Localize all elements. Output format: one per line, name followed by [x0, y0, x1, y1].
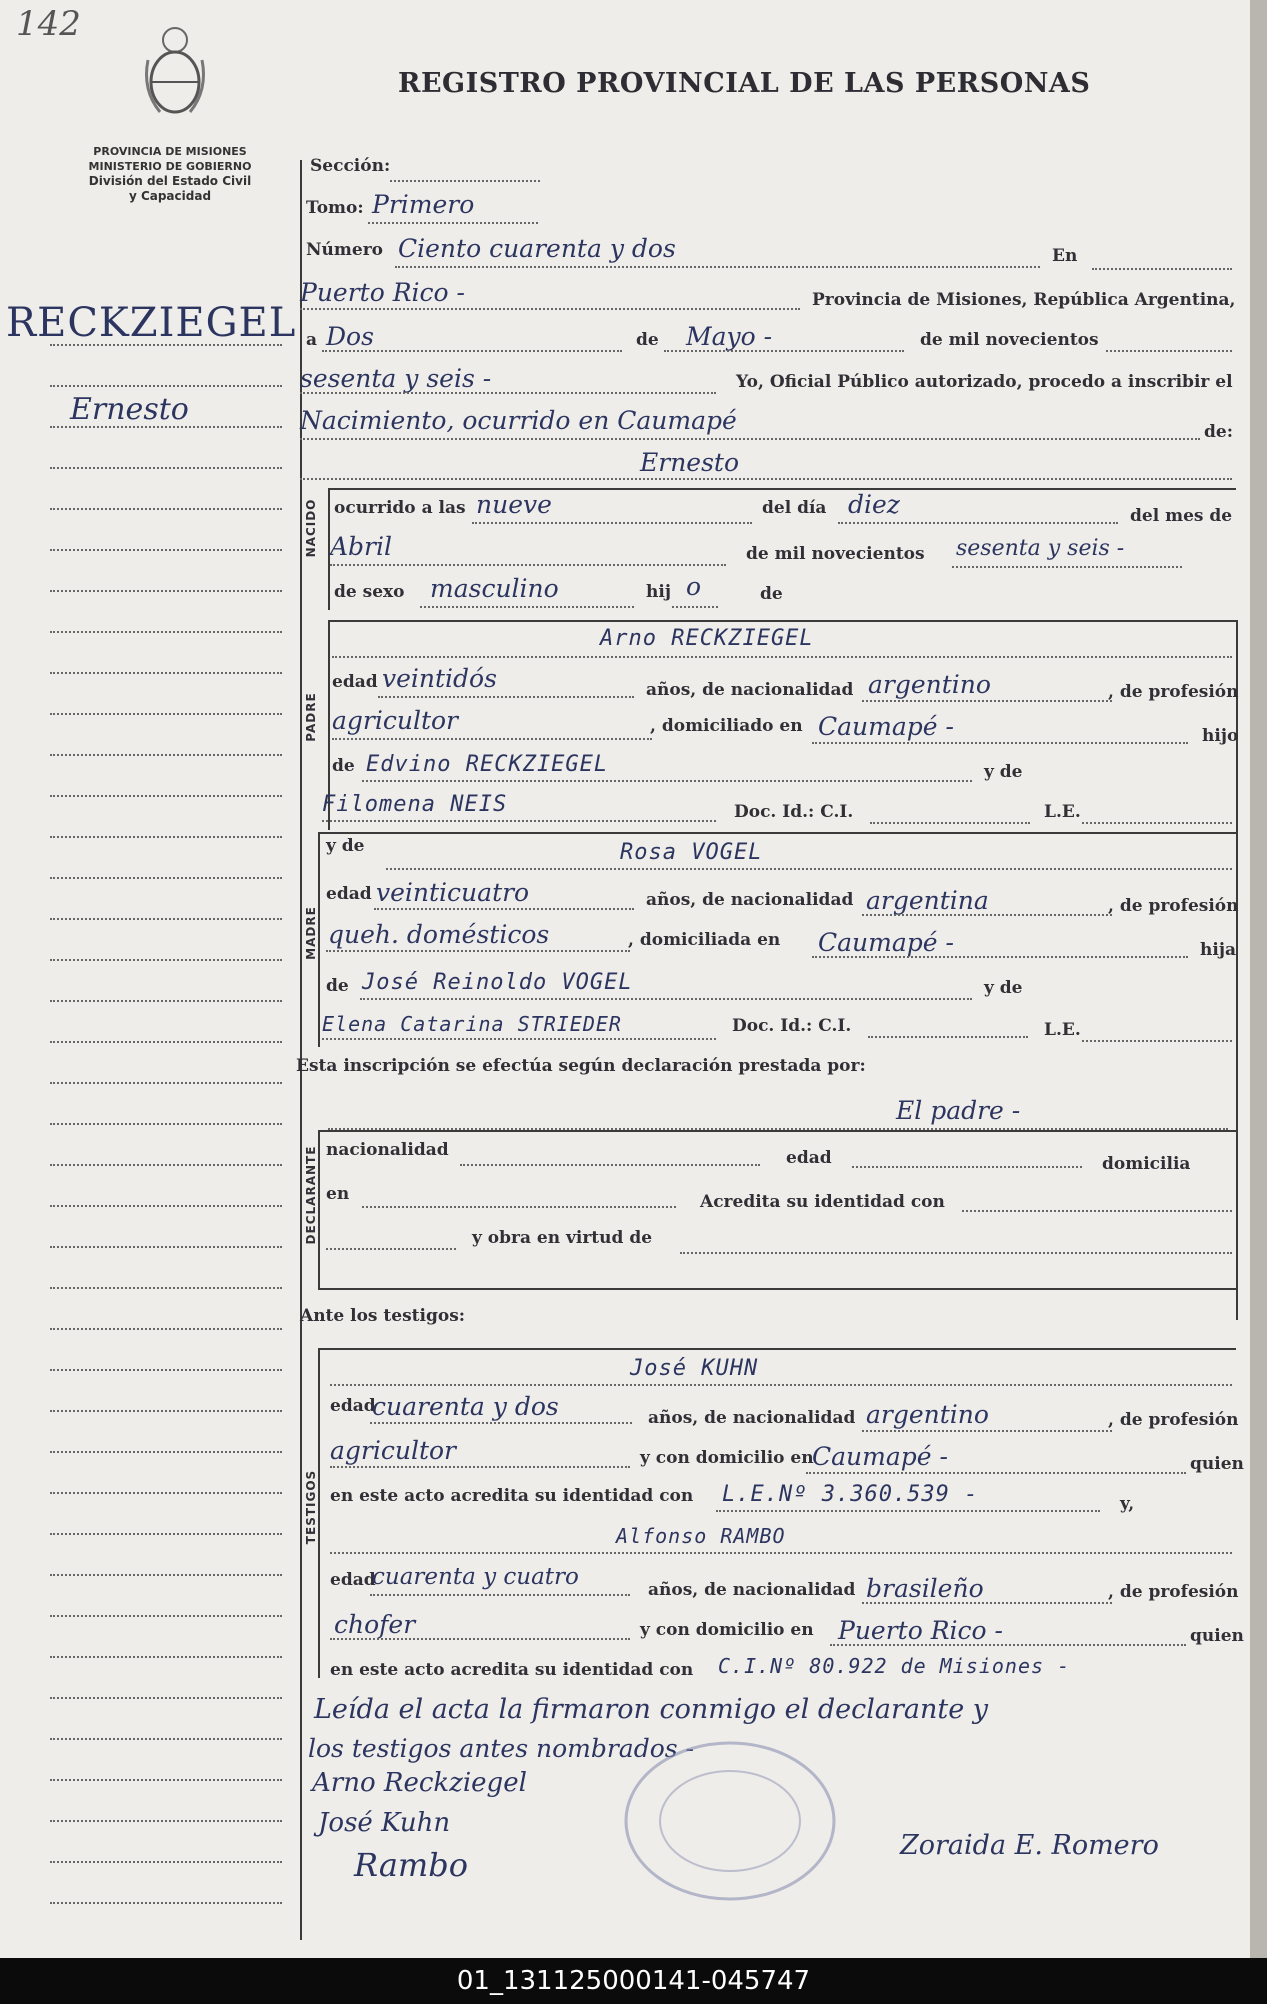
form-right-border: [1236, 620, 1238, 1320]
label-domiciliada: , domiciliada en: [628, 930, 781, 950]
padre-nombre: Arno RECKZIEGEL: [600, 626, 814, 651]
tomo-value: Primero: [372, 190, 475, 219]
madre-padre: José Reinoldo VOGEL: [362, 970, 633, 995]
margin-given-name: Ernesto: [70, 392, 189, 427]
dots: [370, 1422, 632, 1424]
side-label-madre: MADRE: [304, 906, 318, 960]
dots: [680, 1252, 1232, 1254]
signature-3: Rambo: [354, 1846, 468, 1884]
label-anos-nac4: años, de nacionalidad: [648, 1580, 856, 1600]
label-sexo: de sexo: [334, 582, 405, 602]
label-edad5: edad: [330, 1570, 376, 1590]
dots: [962, 1210, 1232, 1212]
dots: [1082, 822, 1232, 824]
padre-padre: Edvino RECKZIEGEL: [366, 752, 609, 777]
label-ante-testigos: Ante los testigos:: [300, 1306, 466, 1326]
margin-rule: [50, 1246, 282, 1248]
dots: [862, 914, 1112, 916]
dots: [386, 868, 1232, 870]
dots: [664, 350, 904, 352]
dots: [322, 1038, 716, 1040]
dots: [322, 350, 622, 352]
label-edad4: edad: [330, 1396, 376, 1416]
margin-rule: [50, 549, 282, 551]
label-hijo: hijo: [1202, 726, 1239, 746]
madre-top: [318, 832, 1236, 834]
testigo2-nacionalidad: brasileño: [866, 1574, 984, 1603]
testigo2-edad: cuarenta y cuatro: [372, 1564, 579, 1590]
label-ocurrido: ocurrido a las: [334, 498, 466, 518]
label-seccion: Sección:: [310, 156, 391, 176]
label-profesion: , de profesión: [1108, 682, 1239, 702]
declarante-nombre: El padre -: [896, 1096, 1021, 1125]
dots: [326, 1248, 456, 1250]
margin-rule: [50, 426, 282, 428]
label-yo-oficial: Yo, Oficial Público autorizado, procedo a inscribir el: [736, 372, 1233, 392]
margin-rule: [50, 1697, 282, 1699]
margin-rule: [50, 1328, 282, 1330]
hecho-value: Nacimiento, ocurrido en Caumapé: [300, 406, 737, 435]
label-y-de2: y de: [326, 836, 365, 856]
margin-rule: [50, 959, 282, 961]
header-title: REGISTRO PROVINCIAL DE LAS PERSONAS: [398, 68, 1091, 99]
dots: [460, 1164, 760, 1166]
margin-rule: [50, 754, 282, 756]
label-y-con-dom: y con domicilio en: [640, 1448, 814, 1468]
dots: [420, 606, 634, 608]
dots: [360, 998, 972, 1000]
label-y-comma: y,: [1120, 1494, 1135, 1514]
label-esta-inscripcion: Esta inscripción se efectúa según declaración prestada por:: [296, 1056, 866, 1076]
label-domiciliado: , domiciliado en: [650, 716, 803, 736]
signature-2: José Kuhn: [318, 1808, 451, 1838]
side-label-declarante: DECLARANTE: [304, 1145, 318, 1245]
testigo1-edad: cuarenta y dos: [372, 1392, 559, 1421]
page-right-edge: [1250, 0, 1267, 1958]
closing-line-2: los testigos antes nombrados -: [308, 1734, 694, 1763]
dots: [378, 696, 634, 698]
margin-rule: [50, 1615, 282, 1617]
margin-rule: [50, 877, 282, 879]
org-line: MINISTERIO DE GOBIERNO: [88, 160, 252, 173]
padre-top: [328, 620, 1236, 622]
org-line: y Capacidad: [128, 189, 212, 203]
margin-rule: [50, 1574, 282, 1576]
margin-rule: [50, 1738, 282, 1740]
testigos-top: [318, 1348, 1236, 1350]
margin-rule: [50, 590, 282, 592]
label-y-con-dom2: y con domicilio en: [640, 1620, 814, 1640]
label-en2: en: [326, 1184, 350, 1204]
margin-rule: [50, 1492, 282, 1494]
sexo-value: masculino: [430, 574, 559, 603]
dots: [830, 1644, 1186, 1646]
dia-value: Dos: [326, 322, 374, 351]
dots: [300, 308, 800, 310]
label-en-este-acto2: en este acto acredita su identidad con: [330, 1660, 694, 1680]
testigo2-profesion: chofer: [334, 1610, 416, 1639]
margin-rule: [50, 1123, 282, 1125]
side-label-testigos: TESTIGOS: [304, 1469, 318, 1545]
label-y-de3: y de: [984, 978, 1023, 998]
label-anos-nac: años, de nacionalidad: [646, 680, 854, 700]
dots: [862, 1602, 1112, 1604]
dots: [330, 1384, 1232, 1386]
dots: [300, 478, 1232, 480]
label-provincia: Provincia de Misiones, República Argentina,: [812, 290, 1236, 310]
dots: [1106, 350, 1232, 352]
dots: [716, 1510, 1100, 1512]
numero-value: Ciento cuarenta y dos: [398, 234, 676, 263]
label-le2: L.E.: [1044, 1020, 1081, 1040]
dots: [332, 656, 1232, 658]
dots: [370, 1594, 630, 1596]
label-del-mes: del mes de: [1130, 506, 1233, 526]
dots: [330, 564, 726, 566]
margin-rule: [50, 672, 282, 674]
label-de3: de: [332, 756, 355, 776]
testigos-bracket: [318, 1348, 320, 1678]
margin-rule: [50, 631, 282, 633]
label-de-colon: de:: [1204, 422, 1233, 442]
margin-rule: [50, 1205, 282, 1207]
hij-suffix: o: [686, 572, 702, 601]
closing-line-1: Leída el acta la firmaron conmigo el declarante y: [314, 1694, 989, 1725]
madre-domicilio: Caumapé -: [818, 928, 954, 957]
label-le: L.E.: [1044, 802, 1081, 822]
madre-nombre: Rosa VOGEL: [620, 840, 763, 865]
official-stamp: [620, 1736, 840, 1906]
madre-nacionalidad: argentina: [866, 886, 989, 915]
org-line: PROVINCIA DE MISIONES: [93, 145, 247, 158]
dots: [330, 1638, 630, 1640]
padre-madre: Filomena NEIS: [322, 792, 508, 817]
mes-value: Mayo -: [686, 322, 773, 351]
dots: [328, 1128, 1228, 1130]
label-mil-nov2: de mil novecientos: [746, 544, 925, 564]
margin-rule: [50, 795, 282, 797]
testigo2-nombre: Alfonso RAMBO: [616, 1524, 786, 1548]
margin-rule: [50, 713, 282, 715]
label-quien: quien: [1190, 1454, 1244, 1474]
margin-rule: [50, 1451, 282, 1453]
label-profesion2: , de profesión: [1108, 896, 1239, 916]
margin-rule: [50, 836, 282, 838]
declarante-bracket: [318, 1130, 320, 1290]
testigo1-nacionalidad: argentino: [866, 1400, 989, 1429]
label-domicilia: domicilia: [1102, 1154, 1191, 1174]
signature-1: Arno Reckziegel: [312, 1768, 527, 1798]
margin-rule: [50, 1369, 282, 1371]
nacido-dia-value: diez: [848, 490, 900, 519]
dots: [332, 738, 652, 740]
label-de-mil-novecientos: de mil novecientos: [920, 330, 1099, 350]
dots: [952, 566, 1182, 568]
testigo1-domicilio: Caumapé -: [812, 1442, 948, 1471]
dots: [838, 522, 1118, 524]
label-profesion4: , de profesión: [1108, 1582, 1239, 1602]
madre-profesion: queh. domésticos: [328, 920, 550, 949]
label-hij: hij: [646, 582, 671, 602]
padre-profesion: agricultor: [332, 706, 459, 735]
margin-rule: [50, 1082, 282, 1084]
label-edad3: edad: [786, 1148, 832, 1168]
declarante-top: [318, 1130, 1236, 1132]
official-signature: Zoraida E. Romero: [900, 1830, 1159, 1861]
margin-rule: [50, 1902, 282, 1904]
dots: [326, 950, 630, 952]
margin-rule: [50, 918, 282, 920]
org-block: [50, 144, 290, 204]
dots: [390, 180, 540, 182]
nacido-top: [328, 488, 1236, 490]
label-tomo: Tomo:: [306, 198, 364, 218]
margin-rule: [50, 1861, 282, 1863]
margin-rule: [50, 1410, 282, 1412]
margin-rule: [50, 1533, 282, 1535]
margin-rule: [50, 1656, 282, 1658]
dots: [300, 392, 716, 394]
margin-rule: [50, 1779, 282, 1781]
org-line: División del Estado Civil: [88, 174, 252, 188]
margin-rule: [50, 508, 282, 510]
madre-edad: veinticuatro: [376, 878, 530, 907]
margin-rule: [50, 1000, 282, 1002]
corner-number: 142: [16, 4, 81, 44]
testigo1-profesion: agricultor: [330, 1436, 457, 1465]
testigo2-domicilio: Puerto Rico -: [838, 1616, 1003, 1645]
hora-value: nueve: [476, 490, 552, 519]
side-label-padre: PADRE: [304, 692, 318, 742]
lugar-value: Puerto Rico -: [300, 278, 465, 307]
label-doc-id2: Doc. Id.: C.I.: [732, 1016, 852, 1036]
label-de2: de: [760, 584, 783, 604]
dots: [1082, 1040, 1232, 1042]
label-a: a: [306, 330, 318, 350]
label-acredita: Acredita su identidad con: [700, 1192, 945, 1212]
dots: [812, 742, 1188, 744]
nacido-anio-value: sesenta y seis -: [956, 536, 1125, 561]
dots: [870, 822, 1030, 824]
nombre-value: Ernesto: [640, 448, 740, 477]
label-profesion3: , de profesión: [1108, 1410, 1239, 1430]
testigo1-nombre: José KUHN: [630, 1356, 759, 1381]
dots: [374, 908, 634, 910]
dots: [330, 1552, 1232, 1554]
madre-madre: Elena Catarina STRIEDER: [322, 1012, 622, 1036]
margin-rule: [50, 385, 282, 387]
label-de: de: [636, 330, 659, 350]
margin-surname: RECKZIEGEL: [6, 300, 297, 346]
label-anos-nac3: años, de nacionalidad: [648, 1408, 856, 1428]
madre-bracket: [318, 832, 320, 1047]
dots: [362, 780, 972, 782]
dots: [812, 956, 1188, 958]
dots: [1092, 268, 1232, 270]
dots: [672, 606, 718, 608]
label-anos-nac2: años, de nacionalidad: [646, 890, 854, 910]
label-numero: Número: [306, 240, 383, 260]
label-en-este-acto: en este acto acredita su identidad con: [330, 1486, 694, 1506]
label-hija: hija: [1200, 940, 1236, 960]
dots: [322, 820, 716, 822]
dots: [852, 1166, 1082, 1168]
footer-id: 01_131125000141-045747: [0, 1958, 1267, 2004]
dots: [330, 1466, 630, 1468]
label-nacionalidad: nacionalidad: [326, 1140, 449, 1160]
margin-rule: [50, 1820, 282, 1822]
label-edad2: edad: [326, 884, 372, 904]
anio-value: sesenta y seis -: [300, 364, 492, 393]
padre-edad: veintidós: [382, 664, 497, 693]
label-y-de: y de: [984, 762, 1023, 782]
declarante-bottom: [318, 1288, 1236, 1290]
dots: [362, 1206, 676, 1208]
margin-rule: [50, 344, 282, 346]
dots: [395, 266, 1040, 268]
side-label-nacido: NACIDO: [304, 498, 318, 558]
dots: [472, 522, 752, 524]
label-edad: edad: [332, 672, 378, 692]
dots: [868, 1036, 1028, 1038]
label-de4: de: [326, 976, 349, 996]
dots: [806, 1472, 1186, 1474]
label-del-dia: del día: [762, 498, 827, 518]
nacido-mes-value: Abril: [330, 532, 392, 561]
label-y-obra: y obra en virtud de: [472, 1228, 653, 1248]
coat-of-arms-icon: [140, 20, 210, 120]
margin-rule: [50, 1287, 282, 1289]
margin-rule: [50, 467, 282, 469]
testigo1-documento: L.E.Nº 3.360.539 -: [722, 1482, 979, 1507]
label-quien2: quien: [1190, 1626, 1244, 1646]
label-en: En: [1052, 246, 1078, 266]
label-doc-id: Doc. Id.: C.I.: [734, 802, 854, 822]
dots: [862, 700, 1112, 702]
dots: [300, 438, 1200, 440]
padre-nacionalidad: argentino: [868, 670, 991, 699]
margin-rule: [50, 1041, 282, 1043]
margin-rule: [50, 1164, 282, 1166]
testigo2-documento: C.I.Nº 80.922 de Misiones -: [718, 1654, 1071, 1678]
dots: [862, 1430, 1112, 1432]
padre-domicilio: Caumapé -: [818, 712, 954, 741]
dots: [368, 222, 538, 224]
